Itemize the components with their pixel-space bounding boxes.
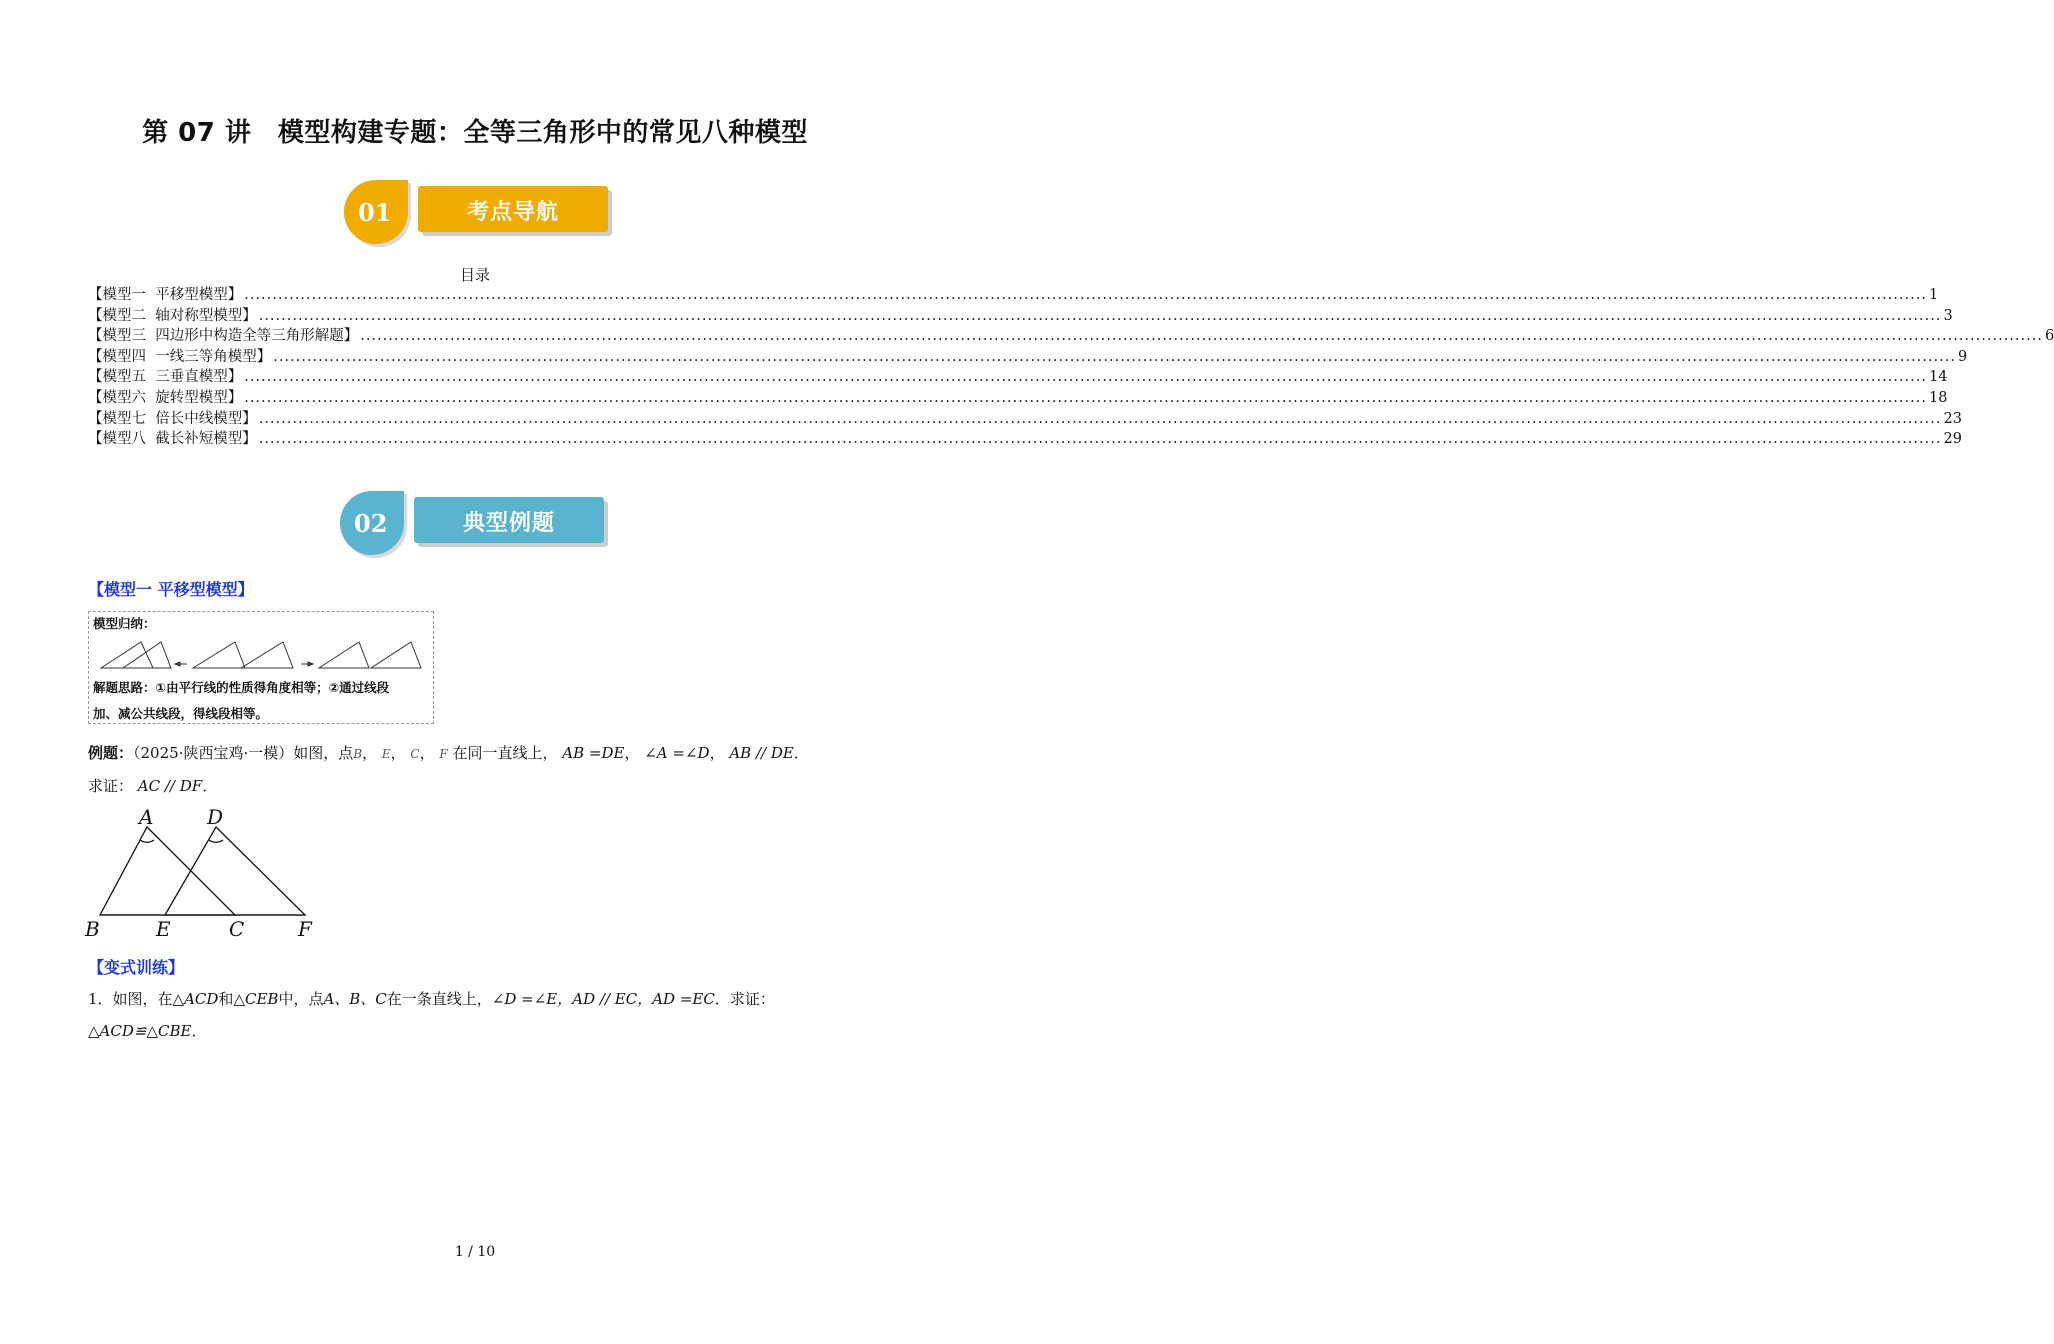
training-question-1 xyxy=(88,988,775,1009)
label-a: A xyxy=(139,805,154,829)
q1-goal: △ACD≌△CBE xyxy=(88,1022,192,1040)
document-title: 第 07 讲 模型构建专题：全等三角形中的常见八种模型 xyxy=(142,118,808,148)
page-number: 1 / 10 xyxy=(454,1244,496,1260)
angle-mark-d xyxy=(209,840,223,842)
label-b: B xyxy=(85,917,100,941)
toc-item-page: 18 xyxy=(1928,389,1948,406)
model-summary-box xyxy=(88,611,434,724)
toc-item-label: 【模型一 平移型模型】 xyxy=(88,287,243,303)
toc-leader-dots: ............................................................................................................................................................................................................................................................................................................ xyxy=(258,410,1942,427)
toc-leader-dots: ............................................................................................................................................................................................................................................................................................................ xyxy=(244,389,1927,406)
model-summary-line1: 解题思路：①由平行线的性质得角度相等；②通过线段 xyxy=(93,680,390,695)
label-c: C xyxy=(229,917,245,941)
point-b: B xyxy=(353,747,363,761)
label-f: F xyxy=(298,917,312,941)
q1-conditions: ∠D =∠E，AD // EC，AD =EC xyxy=(491,990,715,1008)
diagram-triangle xyxy=(101,642,153,668)
q1-mid: 中，点 xyxy=(278,990,324,1008)
toc-item-label: 【模型六 旋转型模型】 xyxy=(88,389,243,406)
badge-dianxing-label: 典型例题 xyxy=(462,511,555,536)
toc-item[interactable] xyxy=(88,409,1962,430)
example-source: （2025·陕西宝鸡·一模）如图，点 xyxy=(133,744,354,762)
toc-leader-dots: ............................................................................................................................................................................................................................................................................................................ xyxy=(360,328,2043,345)
toc-item-label: 【模型二 轴对称型模型】 xyxy=(88,307,257,324)
toc-item[interactable] xyxy=(88,285,1939,306)
toc-item[interactable] xyxy=(88,388,1948,409)
diagram-triangle xyxy=(193,642,245,668)
toc-item[interactable] xyxy=(88,367,1948,388)
toc-item-label: 【模型七 倍长中线模型】 xyxy=(88,410,257,427)
toc-item-page: 3 xyxy=(1943,307,1953,324)
triangle-abc xyxy=(100,827,235,915)
prove-label: 求证： xyxy=(88,777,134,795)
toc-item-page: 23 xyxy=(1943,410,1962,427)
label-e: E xyxy=(156,917,171,941)
toc-item-page: 29 xyxy=(1943,431,1962,448)
diagram-triangle xyxy=(319,642,369,668)
q1-points: A、B、C xyxy=(323,990,387,1008)
translation-diagram xyxy=(89,634,433,674)
cond-angle: ∠A =∠D xyxy=(644,744,710,762)
q1-triangle-1: △ACD xyxy=(172,990,219,1008)
badge-kaodian-label: 考点导航 xyxy=(466,200,559,225)
toc-item-page: 6 xyxy=(2044,328,2054,345)
angle-mark-a xyxy=(140,840,154,842)
toc-item[interactable] xyxy=(88,306,1953,327)
cond-ab-de: AB =DE xyxy=(562,744,625,762)
q1-prove: ．求证： xyxy=(714,990,775,1008)
toc-leader-dots: ............................................................................................................................................................................................................................................................................................................ xyxy=(273,348,1956,365)
q1-and: 和 xyxy=(218,990,234,1008)
badge-kaodian xyxy=(338,176,613,246)
model-summary-title: 模型归纳： xyxy=(93,616,156,631)
toc-item-page: 1 xyxy=(1928,287,1939,303)
badge-kaodian-number: 01 xyxy=(358,198,392,227)
q1-triangle-2: △CEB xyxy=(233,990,279,1008)
model-summary-line2: 加、减公共线段，得线段相等。 xyxy=(93,706,269,721)
point-c: C xyxy=(410,747,420,761)
example-statement: 例题：（2025·陕西宝鸡·一模）如图，点B， E， C， F 在同一直线上， AB =DE， ∠A =∠D， AB // DE． xyxy=(88,744,809,762)
goal-parallel: AC // DF xyxy=(137,777,203,795)
toc-heading: 目录 xyxy=(459,266,490,284)
toc-item-label: 【模型四 一线三等角模型】 xyxy=(88,348,272,365)
badge-dianxing xyxy=(334,487,609,557)
triangle-def xyxy=(165,827,305,915)
toc-leader-dots: ............................................................................................................................................................................................................................................................................................................ xyxy=(244,287,1927,303)
example-goal: 求证： AC // DF． xyxy=(88,777,218,795)
point-f: F xyxy=(439,747,448,761)
toc-item-page: 9 xyxy=(1957,348,1968,365)
toc-item[interactable] xyxy=(88,326,2054,347)
diagram-triangle xyxy=(371,642,421,668)
toc-item-label: 【模型八 截长补短模型】 xyxy=(88,431,257,448)
training-question-1-goal: △ACD≌△CBE． xyxy=(88,1022,207,1040)
toc-leader-dots: ............................................................................................................................................................................................................................................................................................................ xyxy=(258,307,1942,324)
section-heading-model1: 【模型一 平移型模型】 xyxy=(88,580,254,599)
toc-leader-dots: ............................................................................................................................................................................................................................................................................................................ xyxy=(258,431,1942,448)
q1-line: 在一条直线上， xyxy=(386,990,492,1008)
cond-parallel: AB // DE xyxy=(729,744,794,762)
training-heading: 【变式训练】 xyxy=(88,958,185,977)
toc-item-label: 【模型五 三垂直模型】 xyxy=(88,369,243,386)
diagram-triangle xyxy=(241,642,293,668)
q1-intro: 1．如图，在 xyxy=(88,990,173,1008)
toc-item-page: 14 xyxy=(1928,369,1948,386)
label-d: D xyxy=(207,805,224,829)
example-figure xyxy=(80,800,330,945)
example-label: 例题： xyxy=(88,744,134,762)
point-e: E xyxy=(381,747,391,761)
toc-leader-dots: ............................................................................................................................................................................................................................................................................................................ xyxy=(244,369,1927,386)
table-of-contents xyxy=(88,285,2054,450)
toc-item[interactable] xyxy=(88,429,1962,450)
badge-dianxing-number: 02 xyxy=(354,509,388,538)
toc-item[interactable] xyxy=(88,347,1968,368)
toc-item-label: 【模型三 四边形中构造全等三角形解题】 xyxy=(88,328,359,345)
example-mid: 在同一直线上， xyxy=(452,744,558,762)
